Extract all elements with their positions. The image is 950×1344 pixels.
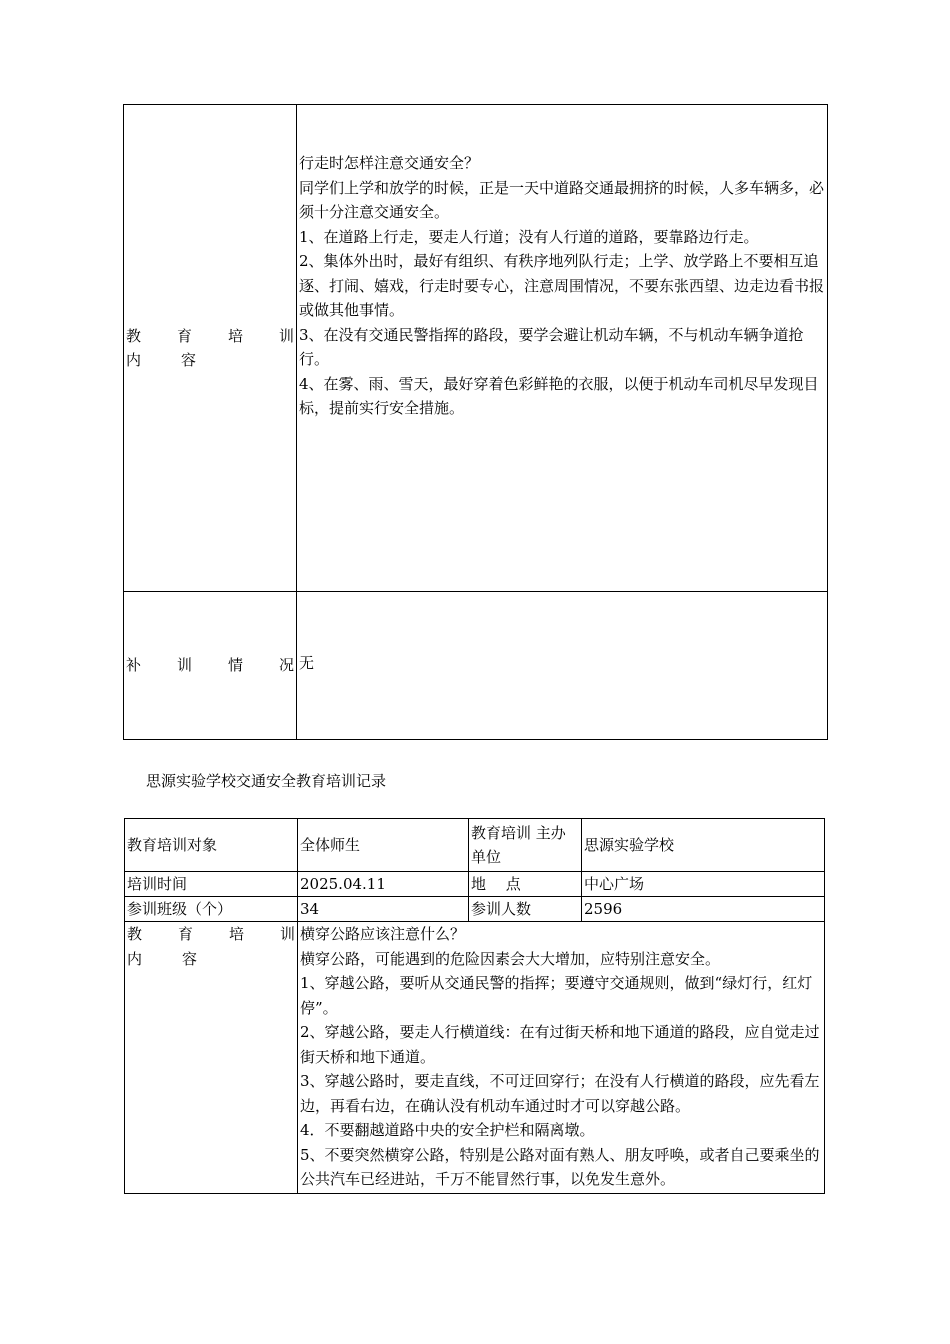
content-paragraph: 4．不要翻越道路中央的安全护栏和隔离墩。 xyxy=(300,1121,595,1139)
content-row-2 xyxy=(125,922,825,1194)
content-paragraph: 横穿公路应该注意什么？ xyxy=(300,925,466,943)
content-paragraph: 3、穿越公路时，要走直线，不可迂回穿行；在没有人行横道的路段，应先看左边，再看右边，在确认没有机动车通过时才可以穿越公路。 xyxy=(300,1072,820,1115)
content-paragraph: 5、不要突然横穿公路，特别是公路对面有熟人、朋友呼唤，或者自己要乘坐的公共汽车已经进站，千万不能冒然行事，以免发生意外。 xyxy=(300,1145,820,1188)
record-caption: 思源实验学校交通安全教育培训记录 xyxy=(146,772,387,790)
content-label-line1: 教 育 培 训 xyxy=(126,326,294,345)
classes-row xyxy=(125,897,825,922)
classes-value: 34 xyxy=(298,897,469,922)
content-row xyxy=(124,105,828,592)
record-table-1 xyxy=(123,104,828,740)
classes-label: 参训班级（个） xyxy=(125,897,298,922)
content-label-cell xyxy=(124,105,297,592)
makeup-value: 无 xyxy=(297,592,828,740)
content-paragraph: 4、在雾、雨、雪天，最好穿着色彩鲜艳的衣服，以便于机动车司机尽早发现目标，提前实行安全措施。 xyxy=(299,374,819,417)
content-paragraph: 横穿公路，可能遇到的危险因素会大大增加，应特别注意安全。 xyxy=(300,949,721,968)
time-label: 培训时间 xyxy=(125,872,298,897)
content-paragraph: 2、穿越公路，要走人行横道线：在有过街天桥和地下通道的路段，应自觉走过街天桥和地下通道。 xyxy=(300,1023,820,1066)
content-label-line1: 教 育 培 训 xyxy=(127,925,295,943)
content-text-cell xyxy=(297,105,828,592)
content-label-line2: 内 容 xyxy=(126,351,196,369)
organizer-value: 思源实验学校 xyxy=(582,819,825,872)
target-value: 全体师生 xyxy=(298,819,469,872)
content-paragraph: 1、穿越公路，要听从交通民警的指挥；要遵守交通规则，做到“绿灯行，红灯停”。 xyxy=(300,974,813,1017)
people-label: 参训人数 xyxy=(469,897,582,922)
people-value: 2596 xyxy=(582,897,825,922)
target-row xyxy=(125,819,825,872)
makeup-label: 补 训 情 况 xyxy=(126,656,294,675)
time-value: 2025.04.11 xyxy=(298,872,469,897)
time-row xyxy=(125,872,825,897)
content-text-cell-2 xyxy=(298,922,825,1194)
record-table-2 xyxy=(124,818,825,1194)
content-paragraph: 同学们上学和放学的时候，正是一天中道路交通最拥挤的时候，人多车辆多，必须十分注意交通安全。 xyxy=(299,178,825,221)
content-paragraph: 1、在道路上行走，要走人行道；没有人行道的道路，要靠路边行走。 xyxy=(299,227,759,246)
makeup-label-cell xyxy=(124,592,297,740)
content-label-line2: 内 容 xyxy=(127,949,197,968)
place-value: 中心广场 xyxy=(582,872,825,897)
content-paragraph: 行走时怎样注意交通安全？ xyxy=(299,154,480,172)
target-label: 教育培训对象 xyxy=(125,819,298,872)
content-label-cell-2 xyxy=(125,922,298,1194)
organizer-label: 教育培训 主办单位 xyxy=(469,819,582,872)
place-label: 地 点 xyxy=(469,872,582,897)
content-paragraph: 3、在没有交通民警指挥的路段，要学会避让机动车辆，不与机动车辆争道抢行。 xyxy=(299,325,804,368)
content-paragraph: 2、集体外出时，最好有组织、有秩序地列队行走；上学、放学路上不要相互追逐、打闹、嬉戏，行走时要专心，注意周围情况，不要东张西望、边走边看书报或做其他事情。 xyxy=(299,252,825,319)
makeup-row xyxy=(124,592,828,740)
